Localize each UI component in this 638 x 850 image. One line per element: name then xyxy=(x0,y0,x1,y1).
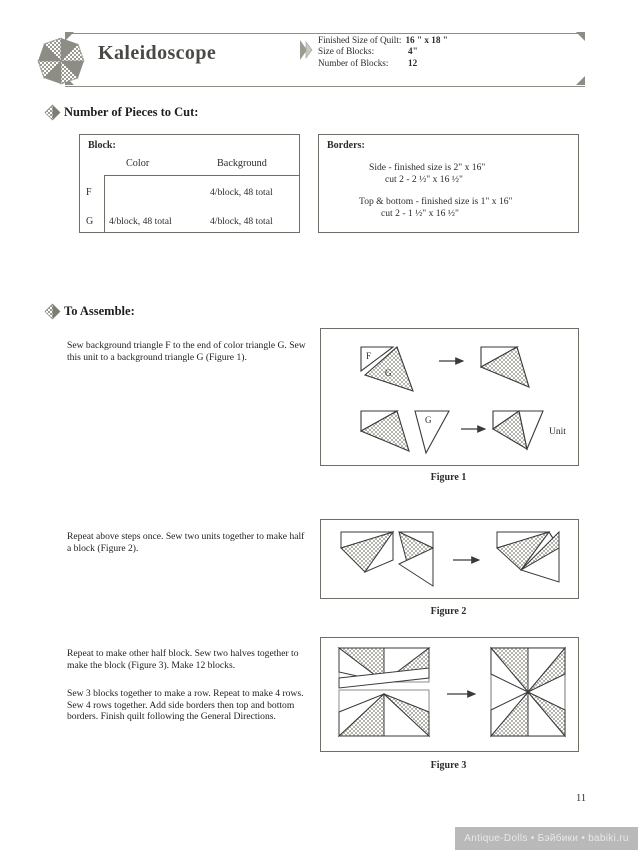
spec-label: Size of Blocks: xyxy=(318,46,375,57)
chevron-right-icon xyxy=(298,37,314,63)
figure-1-caption: Figure 1 xyxy=(430,472,467,483)
borders-title: Borders: xyxy=(327,140,365,151)
figure-2-diagram xyxy=(320,519,579,599)
frame-corner-bottom-right xyxy=(576,76,585,85)
spec-value: 12 xyxy=(408,57,418,68)
section-heading-cut xyxy=(44,104,198,121)
watermark-banner: Antique-Dolls • Бэйбики • babiki.ru xyxy=(455,827,638,850)
diamond-marker-icon xyxy=(44,104,61,121)
svg-text:G: G xyxy=(425,415,432,425)
borders-info-box xyxy=(318,134,579,233)
spec-row-block-count xyxy=(318,58,568,69)
borders-line-side-cut: cut 2 - 2 ½" x 16 ½" xyxy=(385,174,463,185)
figure-2-caption: Figure 2 xyxy=(430,606,467,617)
page-header xyxy=(32,30,592,92)
diamond-marker-icon xyxy=(44,303,61,320)
svg-text:G: G xyxy=(385,368,392,378)
table-row-label-f: F xyxy=(86,187,92,198)
instruction-step-2: Repeat above steps once. Sew two units together to make half a block (Figure 2). xyxy=(67,531,305,554)
section-heading-assemble xyxy=(44,303,135,320)
figure-1-diagram xyxy=(320,328,579,466)
block-cut-table xyxy=(79,134,300,233)
block-table-title: Block: xyxy=(88,140,116,151)
frame-corner-top-right xyxy=(576,32,585,41)
instruction-step-3: Repeat to make other half block. Sew two halves together to make the block (Figure 3). Make 12 blocks. xyxy=(67,648,299,671)
figure-1-unit-label: Unit xyxy=(549,427,566,437)
page-title: Kaleidoscope xyxy=(98,42,217,64)
column-header-color: Color xyxy=(126,158,150,169)
borders-line-topbottom: Top & bottom - finished size is 1" x 16" xyxy=(359,196,513,207)
table-row-label-g: G xyxy=(86,216,94,227)
pinwheel-ornament-icon xyxy=(32,32,90,90)
figure-2-svg xyxy=(321,520,578,598)
figure-3-caption: Figure 3 xyxy=(430,760,467,771)
figure-3-svg xyxy=(321,638,578,751)
borders-line-topbottom-cut: cut 2 - 1 ½" x 16 ½" xyxy=(381,208,459,219)
table-cell-g-background: 4/block, 48 total xyxy=(210,216,273,227)
spec-value: 16 " x 18 " xyxy=(405,35,448,45)
figure-1-svg xyxy=(321,329,578,465)
instruction-step-4: Sew 3 blocks together to make a row. Repeat to make 4 rows. Sew 4 rows together. Add side borders then top and bottom borders. Finish quilt following the General Directions. xyxy=(67,688,304,723)
figure-3-diagram xyxy=(320,637,579,752)
spec-label: Finished Size of Quilt: xyxy=(318,35,402,45)
column-header-background: Background xyxy=(217,158,267,169)
svg-text:F: F xyxy=(366,351,372,361)
instruction-step-1: Sew background triangle F to the end of color triangle G. Sew this unit to a background triangle G (Figure 1). xyxy=(67,340,306,363)
table-cell-f-background: 4/block, 48 total xyxy=(210,187,273,198)
page-number: 11 xyxy=(576,793,587,804)
spec-row-finished-size xyxy=(318,35,568,46)
borders-line-side: Side - finished size is 2" x 16" xyxy=(369,162,486,173)
quilt-specs xyxy=(318,35,568,69)
table-cell-g-color: 4/block, 48 total xyxy=(109,216,172,227)
section-label: Number of Pieces to Cut: xyxy=(64,105,199,119)
spec-label: Number of Blocks: xyxy=(318,57,389,68)
section-label: To Assemble: xyxy=(64,304,135,318)
spec-row-block-size xyxy=(318,46,568,57)
spec-value: 4" xyxy=(408,46,418,57)
